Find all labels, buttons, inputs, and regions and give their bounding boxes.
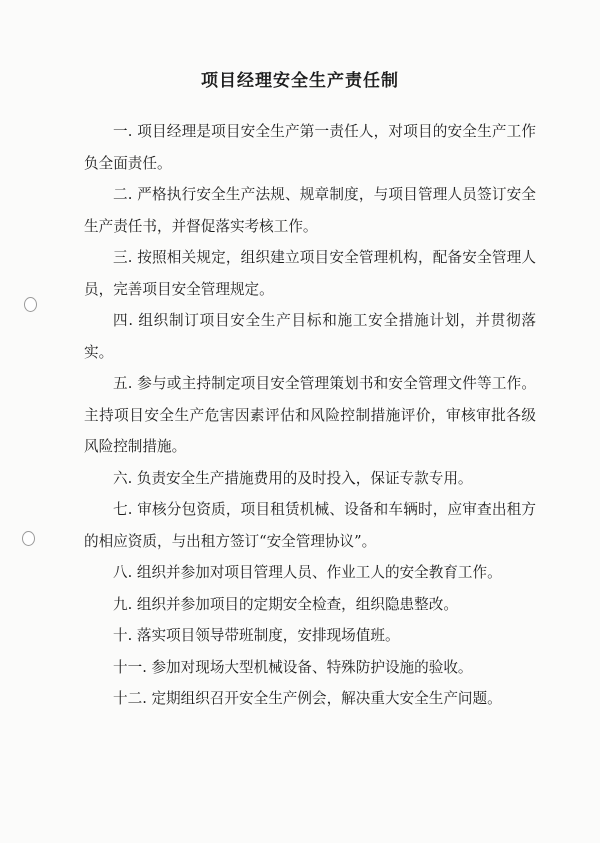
clause-item: 五. 参与或主持制定项目安全管理策划书和安全管理文件等工作。主持项目安全生产危害因素评估和风险控制措施评价，审核审批各级风险控制措施。 [84, 375, 536, 455]
clause-list [84, 116, 536, 715]
clause-item: 八. 组织并参加对项目管理人员、作业工人的安全教育工作。 [113, 564, 502, 581]
clause-item: 三. 按照相关规定，组织建立项目安全管理机构，配备安全管理人员，完善项目安全管理规定。 [84, 249, 536, 298]
binder-hole-top [24, 297, 37, 312]
binder-hole-bottom [22, 531, 35, 546]
clause-item: 十二. 定期组织召开安全生产例会，解决重大安全生产问题。 [113, 690, 502, 707]
clause-item: 十. 落实项目领导带班制度，安排现场值班。 [113, 627, 400, 644]
clause-item: 一. 项目经理是项目安全生产第一责任人，对项目的安全生产工作负全面责任。 [84, 123, 536, 172]
clause-item: 七. 审核分包资质，项目租赁机械、设备和车辆时，应审查出租方的相应资质，与出租方签订“安全管理协议”。 [84, 501, 536, 550]
clause-item: 十一. 参加对现场大型机械设备、特殊防护设施的验收。 [113, 658, 473, 676]
clause-item: 二. 严格执行安全生产法规、规章制度，与项目管理人员签订安全生产责任书，并督促落实考核工作。 [84, 186, 536, 235]
document-title: 项目经理安全生产责任制 [201, 71, 399, 91]
clause-item: 六. 负责安全生产措施费用的及时投入，保证专款专用。 [113, 469, 473, 487]
clause-item: 四. 组织制订项目安全生产目标和施工安全措施计划，并贯彻落实。 [84, 312, 536, 361]
clause-item: 九. 组织并参加项目的定期安全检查，组织隐患整改。 [113, 595, 458, 613]
